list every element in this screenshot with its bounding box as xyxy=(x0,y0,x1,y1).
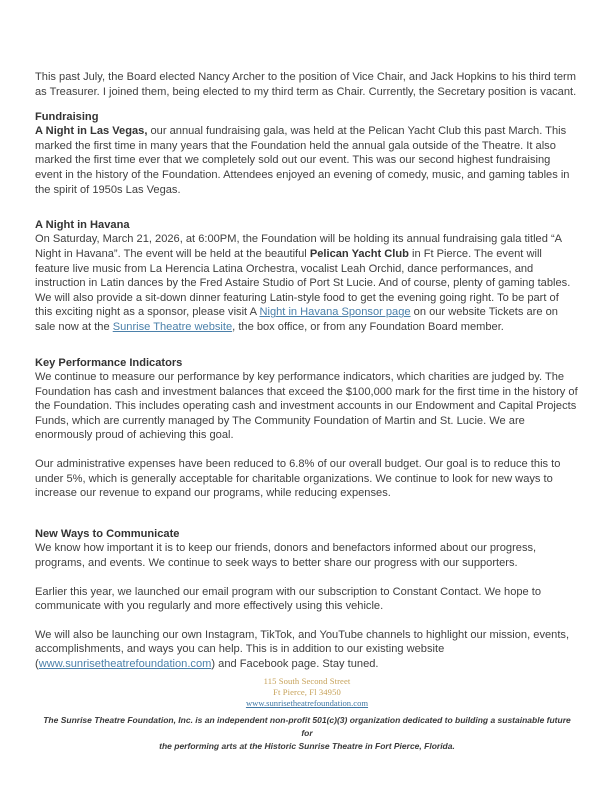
havana-venue-bold: Pelican Yacht Club xyxy=(309,247,409,260)
havana-text-part2: in Ft Pierce. The event will feature live music from La Herencia Latina Orchestra, vocalist Leah Orchid, dance performances, and instruction in Latin dances by the Fred Astaire Studio of Port St Lucie. And of course, plenty of gaming tables. We will also provide a sit-down dinner featuring Latin-style food to get the evening going right. To be part of this exciting night as a sponsor, please visit A xyxy=(35,247,571,319)
spacer xyxy=(35,208,579,218)
fundraising-lead-bold: A Night in Las Vegas, xyxy=(35,125,148,138)
paragraph-email-program: Earlier this year, we launched our email program with our subscription to Constant Contact. We hope to communicate with you regularly and more effectively using this vehicle. xyxy=(35,585,542,613)
spacer xyxy=(35,501,579,527)
social-text-part2: ) and Facebook page. Stay tuned. xyxy=(211,658,379,670)
footer-address-line-2: Ft Pierce, Fl 34950 xyxy=(273,687,341,697)
fundraising-body: our annual fundraising gala, was held at the Pelican Yacht Club this past March. This marked the first time in many years that the Foundation held the annual gala outside of the Theatre. It also marked the first time ever that we completely sold out our event. This was our second highest fundraising event in the history of the Foundation. Attendees enjoyed an evening of comedy, music, and gaming tables in the spirit of 1950s Las Vegas. xyxy=(35,125,570,196)
spacer xyxy=(35,443,579,457)
footer-tagline-line-2: the performing arts at the Historic Sunrise Theatre in Fort Pierce, Florida. xyxy=(159,740,455,751)
paragraph-fundraising xyxy=(35,124,579,197)
footer-address-line-1: 115 South Second Street xyxy=(263,675,351,686)
link-sunrise-theatre-website[interactable]: Sunrise Theatre website xyxy=(112,320,233,333)
link-footer-website[interactable]: www.sunrisetheatrefoundation.com xyxy=(245,698,369,709)
havana-text-part3: on our website Tickets are on sale now at the xyxy=(35,306,558,333)
paragraph-social-channels xyxy=(35,628,579,672)
section-heading-communicate: New Ways to Communicate xyxy=(35,527,180,540)
page-footer xyxy=(35,676,579,753)
paragraph-board-election: This past July, the Board elected Nancy Archer to the position of Vice Chair, and Jack Hopkins to his third term as Treasurer. I joined them, being elected to my third term as Chair. Currently, the Secretary position is vacant. xyxy=(35,71,577,98)
section-heading-fundraising: Fundraising xyxy=(35,110,99,123)
havana-text-part1: On Saturday, March 21, 2026, at 6:00PM, the Foundation will be holding its annual fundraising gala titled “A Night in Havana”. The event will be held at the beautiful xyxy=(35,233,562,260)
footer-tagline-line-1: The Sunrise Theatre Foundation, Inc. is an independent non-profit 501(c)(3) organization dedicated to building a sustainable future for xyxy=(43,714,571,738)
spacer xyxy=(35,571,579,585)
paragraph-havana xyxy=(35,232,579,334)
paragraph-communicate-intro: We know how important it is to keep our friends, donors and benefactors informed about our progress, programs, and events. We continue to seek ways to better share our progress with our supporters. xyxy=(35,542,537,570)
link-havana-sponsor-page[interactable]: Night in Havana Sponsor page xyxy=(259,306,411,319)
section-heading-havana: A Night in Havana xyxy=(35,218,130,231)
spacer xyxy=(35,614,579,628)
footer-url-wrapper xyxy=(35,698,579,709)
link-foundation-website[interactable]: www.sunrisetheatrefoundation.com xyxy=(38,658,212,670)
paragraph-kpi-admin-expenses: Our administrative expenses have been reduced to 6.8% of our overall budget. Our goal is to reduce this to under 5%, which is generally acceptable for charitable organizations. We continue to look for new ways to increase our revenue to expand our programs, while reducing expenses. xyxy=(35,458,561,500)
section-heading-kpi: Key Performance Indicators xyxy=(35,356,183,369)
footer-tagline xyxy=(35,714,579,753)
havana-text-part4: , the box office, or from any Foundation Board member. xyxy=(232,320,504,333)
paragraph-kpi-balances: We continue to measure our performance by key performance indicators, which charities are judged by. The Foundation has cash and investment balances that exceed the $100,000 mark for the first time in the history of the Foundation. This includes operating cash and investment accounts in our Endowment and Capital Projects Funds, which are currently managed by The Community Foundation of Martin and St. Lucie. We are enormously proud of achieving this goal. xyxy=(35,371,578,442)
social-text-part1: We will also be launching our own Instagram, TikTok, and YouTube channels to highlight our mission, events, accomplishments, and ways you can help. This is in addition to our existing website ( xyxy=(35,628,570,670)
spacer xyxy=(35,335,579,356)
